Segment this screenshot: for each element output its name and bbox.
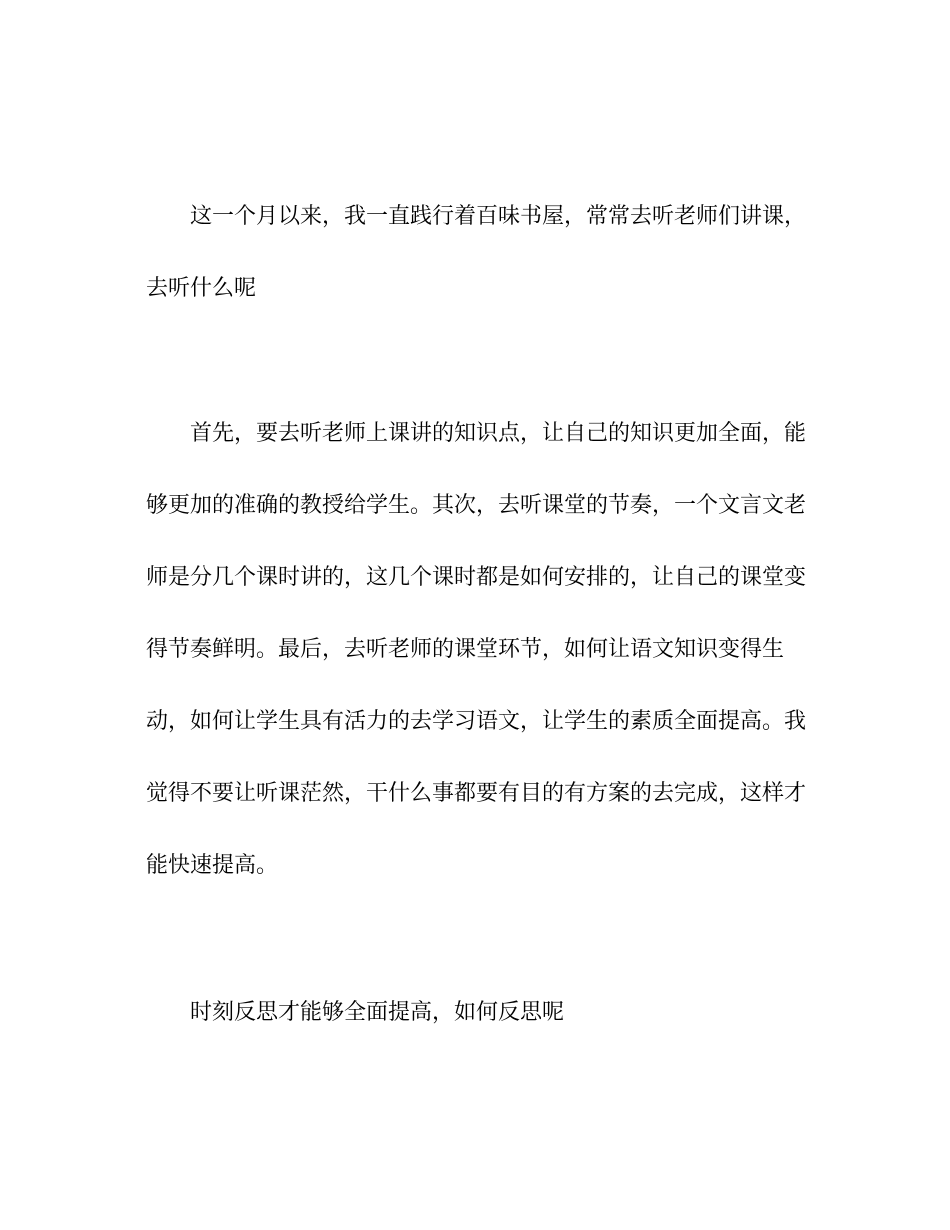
paragraph-3-line-1: 时刻反思才能够全面提高，如何反思呢 [190, 1000, 565, 1025]
paragraph-2-line-3: 师是分几个课时讲的，这几个课时都是如何安排的，让自己的课堂变 [146, 565, 807, 590]
paragraph-2-line-5: 动，如何让学生具有活力的去学习语文，让学生的素质全面提高。我 [146, 709, 807, 734]
paragraph-2-line-6: 觉得不要让听课茫然，干什么事都要有目的有方案的去完成，这样才 [146, 781, 807, 806]
paragraph-2-line-4: 得节奏鲜明。最后，去听老师的课堂环节，如何让语文知识变得生 [146, 637, 785, 662]
paragraph-2-line-7: 能快速提高。 [146, 853, 279, 878]
paragraph-2-line-2: 够更加的准确的教授给学生。其次，去听课堂的节奏，一个文言文老 [146, 493, 807, 518]
paragraph-1-line-1: 这一个月以来，我一直践行着百味书屋，常常去听老师们讲课， [190, 204, 807, 229]
paragraph-2-line-1: 首先，要去听老师上课讲的知识点，让自己的知识更加全面，能 [190, 421, 807, 446]
paragraph-1-line-2: 去听什么呢 [146, 276, 257, 301]
